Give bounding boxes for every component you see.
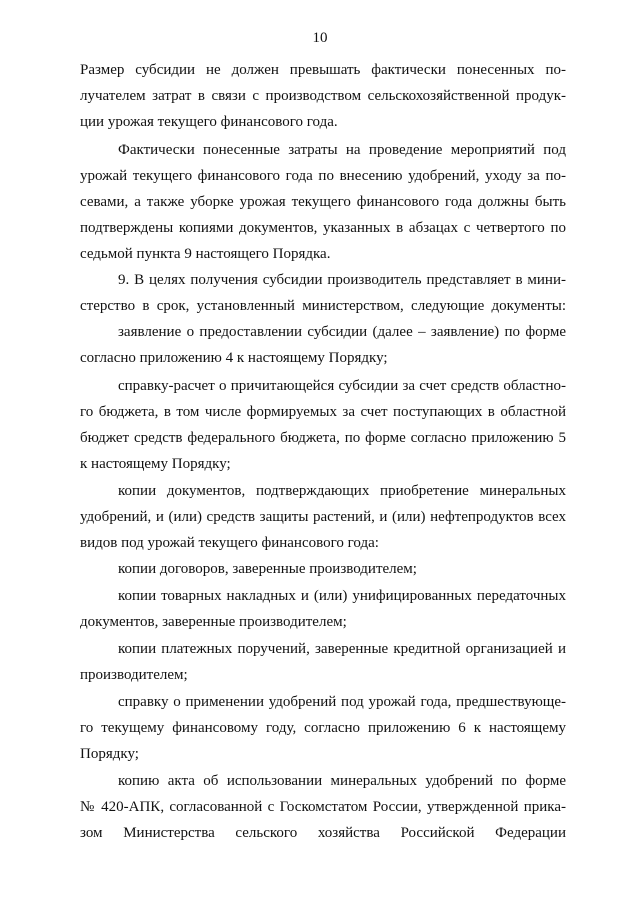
text-line: го бюджета, в том числе формируемых за счет поступающих в областной [80, 404, 566, 420]
text-line: копии товарных накладных и (или) унифицированных передаточных [118, 588, 566, 604]
text-line: копии договоров, заверенные производителем; [118, 561, 417, 577]
text-line: документов, заверенные производителем; [80, 614, 347, 630]
text-line: зом Министерства сельского хозяйства Российской Федерации [80, 825, 566, 841]
text-line: урожай текущего финансового года по внесению удобрений, уходу за по- [80, 168, 566, 184]
text-line: удобрений, и (или) средств защиты растений, и (или) нефтепродуктов всех [80, 509, 566, 525]
text-line: справку-расчет о причитающейся субсидии за счет средств областно- [118, 378, 566, 394]
text-line: справку о применении удобрений под урожай года, предшествующе- [118, 694, 566, 710]
page-number: 10 [312, 30, 328, 46]
text-line: копии платежных поручений, заверенные кредитной организацией и [118, 641, 566, 657]
text-line: севами, а также уборке урожая текущего финансового года должны быть [80, 194, 566, 210]
text-line: ции урожая текущего финансового года. [80, 114, 338, 130]
text-line: Порядку; [80, 746, 139, 762]
text-line: к настоящему Порядку; [80, 456, 231, 472]
text-line: копии документов, подтверждающих приобретение минеральных [118, 483, 566, 499]
text-line: видов под урожай текущего финансового года: [80, 535, 379, 551]
text-line: заявление о предоставлении субсидии (далее – заявление) по форме [118, 324, 566, 340]
text-line: седьмой пункта 9 настоящего Порядка. [80, 246, 331, 262]
text-line: Размер субсидии не должен превышать фактически понесенных по- [80, 62, 566, 78]
text-line: Фактически понесенные затраты на проведение мероприятий под [118, 142, 566, 158]
text-line: стерство в срок, установленный министерством, следующие документы: [80, 298, 566, 314]
text-line: согласно приложению 4 к настоящему Порядку; [80, 350, 388, 366]
text-line: копию акта об использовании минеральных удобрений по форме [118, 773, 566, 789]
text-line: № 420-АПК, согласованной с Госкомстатом России, утвержденной прика- [80, 799, 566, 815]
text-line: лучателем затрат в связи с производством сельскохозяйственной продук- [80, 88, 566, 104]
text-line: го текущему финансовому году, согласно приложению 6 к настоящему [80, 720, 566, 736]
text-line: подтверждены копиями документов, указанных в абзацах с четвертого по [80, 220, 566, 236]
text-line: производителем; [80, 667, 188, 683]
text-line: 9. В целях получения субсидии производитель представляет в мини- [118, 272, 566, 288]
text-line: бюджет средств федерального бюджета, по форме согласно приложению 5 [80, 430, 566, 446]
